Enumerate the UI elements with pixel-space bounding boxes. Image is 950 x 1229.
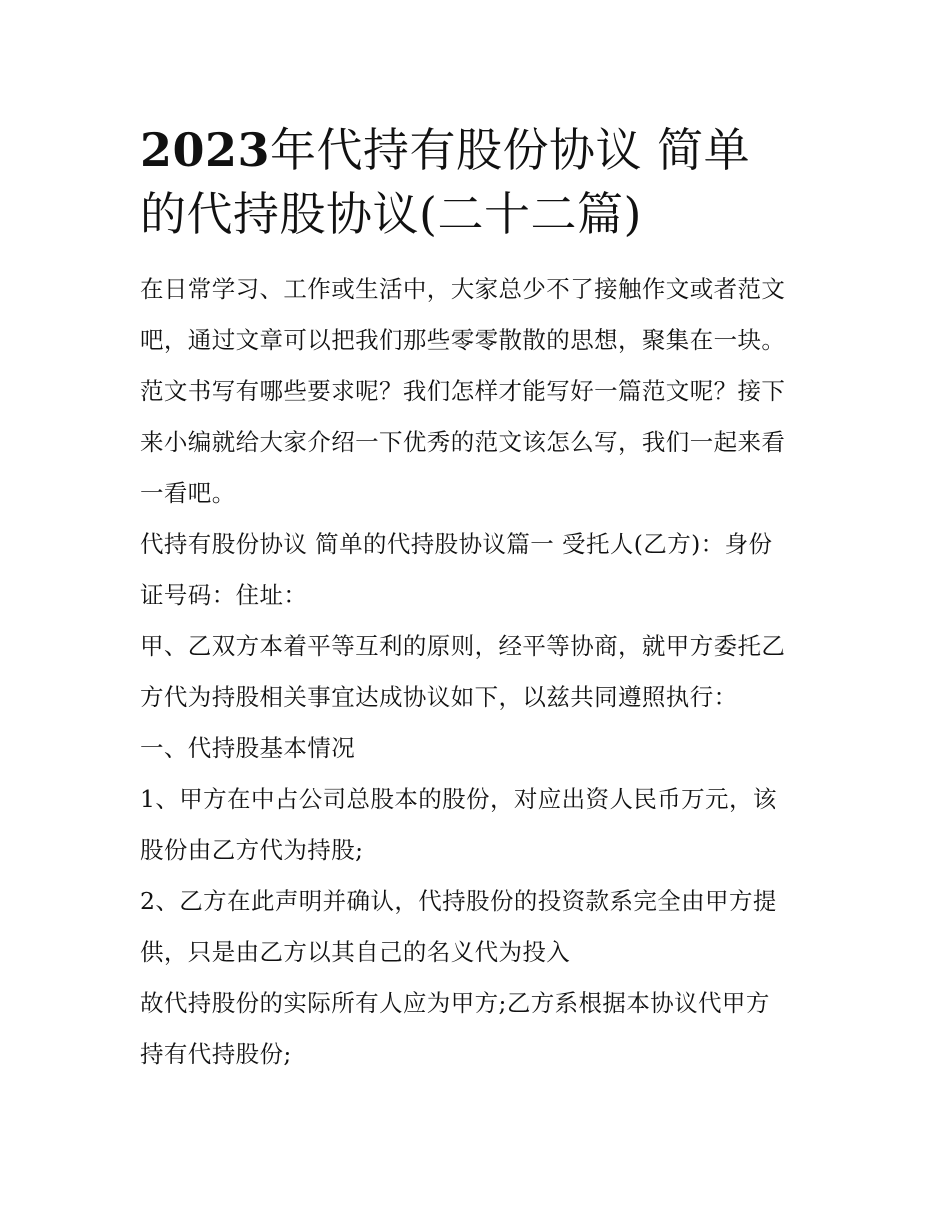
paragraph-line: 1、甲方在中占公司总股本的股份，对应出资人民币万元，该 [140, 785, 777, 813]
paragraph-line: 代持有股份协议 简单的代持股协议篇一 受托人(乙方)：身份 [140, 530, 773, 558]
title-line-1-rest: 年代持有股份协议 简单 [270, 123, 751, 177]
paragraph-line: 甲、乙双方本着平等互利的原则，经平等协商，就甲方委托乙 [140, 632, 786, 660]
clause-item-2-continued [140, 978, 820, 1080]
title-line-2: 的代持股协议(二十二篇) [140, 187, 642, 241]
paragraph-line: 供，只是由乙方以其自己的名义代为投入 [140, 938, 571, 966]
paragraph-line: 持有代持股份; [140, 1040, 292, 1068]
paragraph-line: 一、代持股基本情况 [140, 734, 356, 762]
clause-item-1 [140, 774, 820, 876]
paragraph-line: 股份由乙方代为持股; [140, 836, 364, 864]
clause-heading [140, 723, 820, 774]
section-heading-paragraph [140, 519, 820, 621]
document-title [140, 118, 820, 246]
paragraph-line: 故代持股份的实际所有人应为甲方;乙方系根据本协议代甲方 [140, 989, 770, 1017]
paragraph-line: 吧，通过文章可以把我们那些零零散散的思想，聚集在一块。 [140, 326, 786, 354]
title-year: 2023 [140, 123, 271, 177]
paragraph-line: 2、乙方在此声明并确认，代持股份的投资款系完全由甲方提 [140, 887, 777, 915]
title-line-1 [140, 118, 820, 182]
paragraph-line: 范文书写有哪些要求呢？我们怎样才能写好一篇范文呢？接下 [140, 377, 786, 405]
paragraph-line: 证号码：住址： [140, 581, 308, 609]
agreement-preamble-paragraph [140, 621, 820, 723]
paragraph-line: 一看吧。 [140, 479, 236, 507]
paragraph-line: 方代为持股相关事宜达成协议如下，以兹共同遵照执行： [140, 683, 738, 711]
paragraph-line: 在日常学习、工作或生活中，大家总少不了接触作文或者范文 [140, 275, 786, 303]
intro-paragraph [140, 264, 820, 519]
paragraph-line: 来小编就给大家介绍一下优秀的范文该怎么写，我们一起来看 [140, 428, 786, 456]
clause-item-2 [140, 876, 820, 978]
